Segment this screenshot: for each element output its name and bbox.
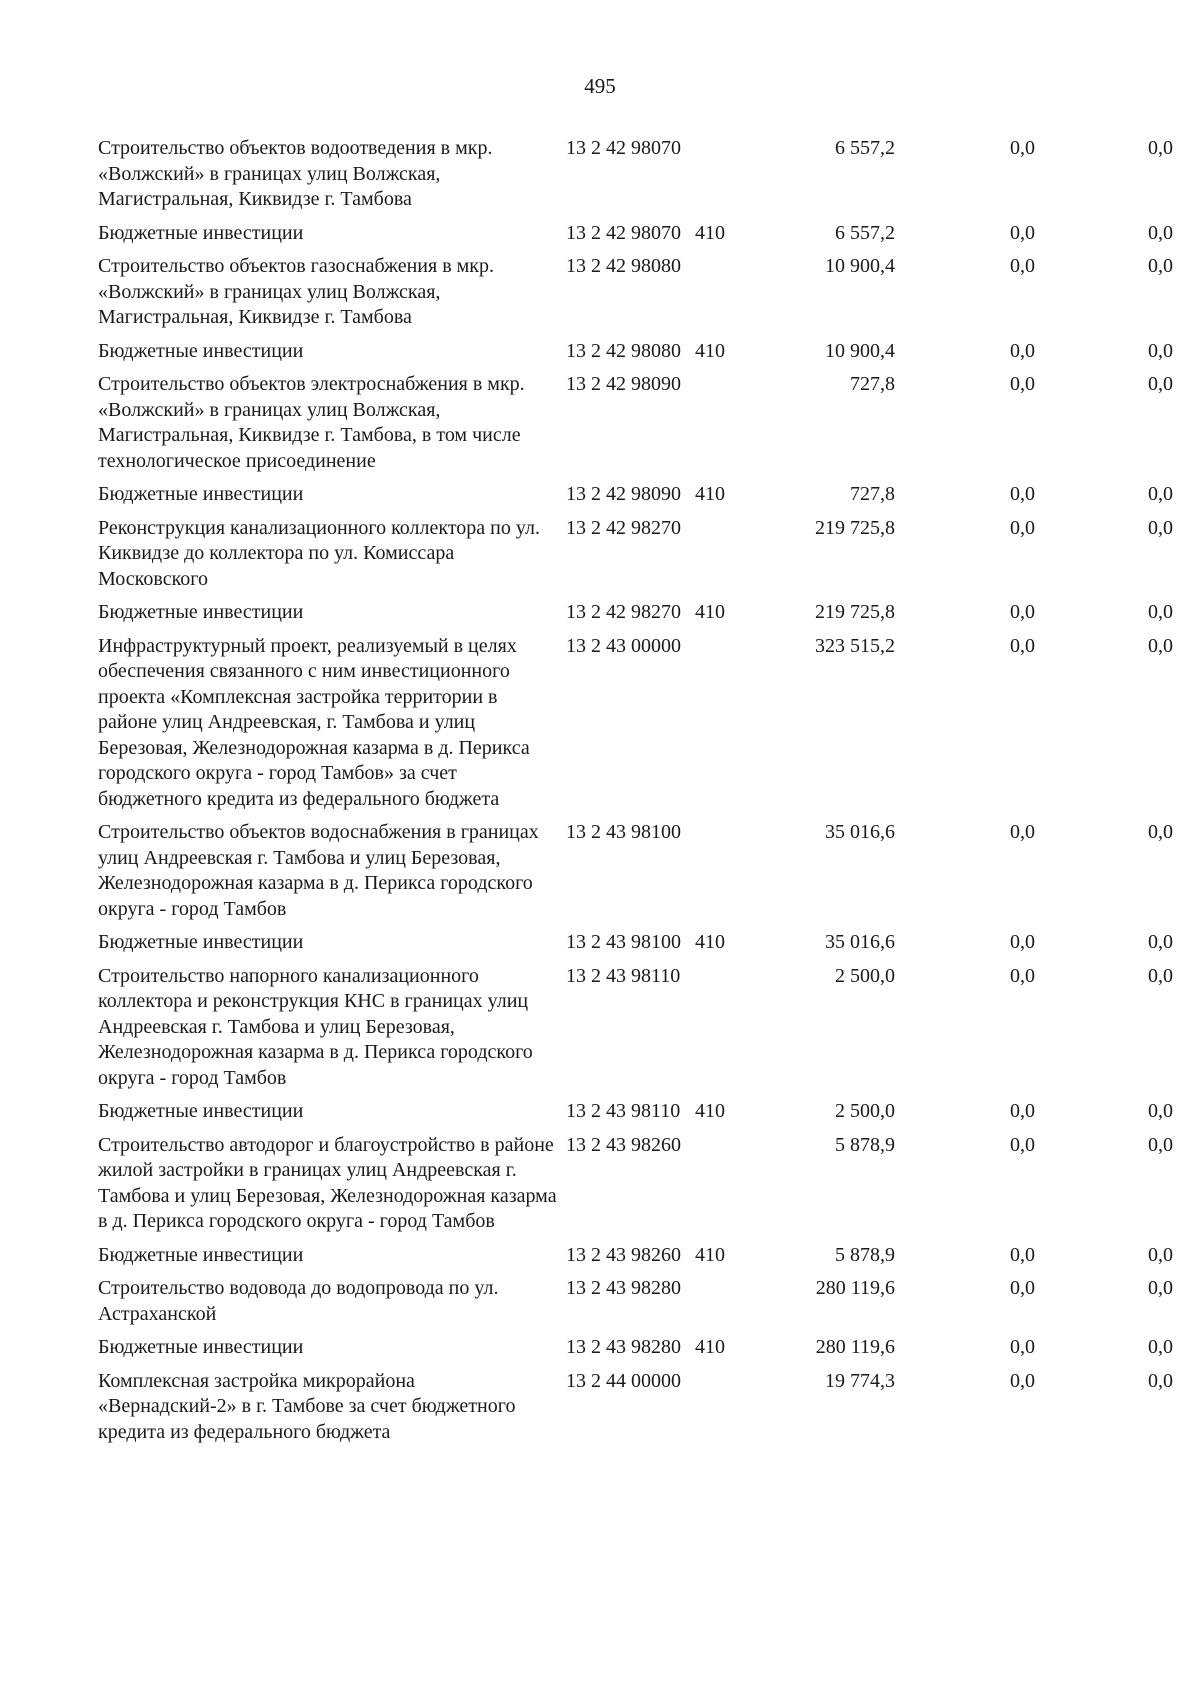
row-amount-year2: 0,0 (1010, 1133, 1035, 1156)
row-code: 13 2 42 98080 (566, 339, 681, 362)
row-code: 13 2 43 98110 (566, 1100, 681, 1122)
row-expense-type (695, 516, 759, 601)
row-amount-year1: 5 878,9 (835, 1243, 895, 1266)
row-code: 13 2 42 98090 (566, 373, 681, 395)
row-name: Бюджетные инвестиции (98, 601, 304, 623)
row-amount-year2: 0,0 (1010, 339, 1035, 362)
table-row (98, 820, 1173, 930)
row-amount-year2: 0,0 (1010, 964, 1035, 987)
table-row (98, 600, 1173, 634)
row-amount-year3: 0,0 (1148, 516, 1173, 539)
row-amount-year3: 0,0 (1148, 1243, 1173, 1266)
row-amount-year3: 0,0 (1148, 1100, 1173, 1122)
table-row (98, 254, 1173, 339)
table-row (98, 634, 1173, 821)
row-code: 13 2 43 98260 (566, 1243, 681, 1266)
row-name: Бюджетные инвестиции (98, 1100, 304, 1122)
row-name: Бюджетные инвестиции (98, 483, 304, 505)
row-name: Бюджетные инвестиции (98, 221, 304, 244)
row-amount-year3: 0,0 (1148, 1133, 1173, 1156)
row-code: 13 2 44 00000 (566, 1369, 681, 1392)
row-amount-year2: 0,0 (1010, 931, 1035, 953)
table-row (98, 136, 1173, 221)
page-number: 495 (584, 74, 616, 98)
row-name: Бюджетные инвестиции (98, 339, 304, 362)
table-body (98, 136, 1173, 1453)
row-name: Бюджетные инвестиции (98, 1243, 304, 1266)
row-amount-year2: 0,0 (1010, 601, 1035, 623)
table-row (98, 339, 1173, 373)
row-code: 13 2 43 00000 (566, 634, 681, 657)
row-name: Строительство водовода до водопровода по ул. Астраханской (98, 1277, 499, 1325)
table-row (98, 964, 1173, 1100)
row-amount-year2: 0,0 (1010, 821, 1035, 843)
row-amount-year2: 0,0 (1010, 221, 1035, 244)
row-amount-year2: 0,0 (1010, 1369, 1035, 1392)
row-expense-type (695, 136, 759, 221)
row-amount-year3: 0,0 (1148, 1336, 1173, 1358)
row-expense-type (695, 372, 759, 482)
table-row (98, 1133, 1173, 1243)
row-amount-year1: 727,8 (850, 483, 895, 505)
table-row (98, 1243, 1173, 1277)
row-code: 13 2 43 98260 (566, 1133, 681, 1156)
row-name: Строительство автодорог и благоустройство в районе жилой застройки в границах улиц Андреевская г. Тамбова и улиц Березовая, Железнодорожная казарма в д. Перикса городского округа - город Тамбов (98, 1133, 557, 1232)
row-amount-year1: 5 878,9 (835, 1133, 895, 1156)
row-expense-type (695, 634, 759, 821)
row-expense-type (695, 1276, 759, 1335)
row-name: Строительство объектов водоотведения в мкр. «Волжский» в границах улиц Волжская, Магистральная, Киквидзе г. Тамбова (98, 137, 493, 210)
row-name: Строительство объектов электроснабжения в мкр. «Волжский» в границах улиц Волжская, Магистральная, Киквидзе г. Тамбова, в том числе технологическое присоединение (98, 373, 525, 472)
row-expense-type (695, 254, 759, 339)
row-amount-year3: 0,0 (1148, 821, 1173, 843)
row-amount-year3: 0,0 (1148, 483, 1173, 505)
row-amount-year2: 0,0 (1010, 516, 1035, 539)
row-amount-year1: 2 500,0 (835, 964, 895, 987)
row-amount-year1: 35 016,6 (825, 931, 895, 953)
row-amount-year1: 6 557,2 (835, 137, 895, 159)
table-row (98, 1276, 1173, 1335)
row-amount-year1: 35 016,6 (825, 821, 895, 843)
table-row (98, 221, 1173, 255)
row-amount-year3: 0,0 (1148, 964, 1173, 987)
row-code: 13 2 42 98070 (566, 137, 681, 159)
row-amount-year1: 10 900,4 (825, 339, 895, 362)
row-amount-year1: 6 557,2 (835, 221, 895, 244)
row-code: 13 2 42 98270 (566, 601, 681, 623)
row-amount-year2: 0,0 (1010, 483, 1035, 505)
row-amount-year1: 280 119,6 (815, 1277, 895, 1299)
row-expense-type (695, 1133, 759, 1243)
row-amount-year2: 0,0 (1010, 137, 1035, 159)
row-expense-type: 410 (695, 221, 725, 244)
row-name: Бюджетные инвестиции (98, 931, 304, 953)
row-amount-year3: 0,0 (1148, 1369, 1173, 1392)
row-expense-type (695, 820, 759, 930)
row-code: 13 2 42 98270 (566, 516, 681, 539)
row-expense-type: 410 (695, 339, 725, 362)
row-name: Строительство объектов газоснабжения в мкр. «Волжский» в границах улиц Волжская, Магистральная, Киквидзе г. Тамбова (98, 255, 495, 328)
row-expense-type: 410 (695, 483, 725, 505)
row-amount-year2: 0,0 (1010, 373, 1035, 395)
row-code: 13 2 42 98090 (566, 483, 681, 505)
row-amount-year1: 323 515,2 (815, 634, 895, 657)
row-amount-year3: 0,0 (1148, 339, 1173, 362)
row-amount-year2: 0,0 (1010, 1243, 1035, 1266)
row-name: Реконструкция канализационного коллектора по ул. Киквидзе до коллектора по ул. Комиссара Московского (98, 516, 540, 590)
budget-table (98, 136, 1173, 1453)
row-name: Комплексная застройка микрорайона «Вернадский-2» в г. Тамбове за счет бюджетного кредита из федерального бюджета (98, 1369, 516, 1443)
table-row (98, 1369, 1173, 1454)
row-code: 13 2 43 98100 (566, 821, 681, 843)
table-row (98, 372, 1173, 482)
table-row (98, 1099, 1173, 1133)
row-amount-year3: 0,0 (1148, 1277, 1173, 1299)
row-amount-year1: 2 500,0 (835, 1100, 895, 1122)
row-amount-year3: 0,0 (1148, 931, 1173, 953)
row-expense-type (695, 1369, 759, 1454)
table-row (98, 1335, 1173, 1369)
row-amount-year2: 0,0 (1010, 255, 1035, 277)
row-amount-year1: 10 900,4 (825, 255, 895, 277)
row-amount-year2: 0,0 (1010, 1100, 1035, 1122)
row-amount-year1: 280 119,6 (815, 1336, 895, 1358)
row-expense-type: 410 (695, 1243, 725, 1266)
row-amount-year3: 0,0 (1148, 634, 1173, 657)
row-code: 13 2 42 98070 (566, 221, 681, 244)
row-expense-type: 410 (695, 601, 725, 623)
table-row (98, 482, 1173, 516)
row-expense-type: 410 (695, 1336, 725, 1358)
row-name: Строительство напорного канализационного коллектора и реконструкция КНС в границах улиц Андреевская г. Тамбова и улиц Березовая, Железнодорожная казарма в д. Перикса городского округа - город Тамбов (98, 964, 533, 1089)
row-amount-year3: 0,0 (1148, 221, 1173, 244)
row-amount-year1: 219 725,8 (815, 516, 895, 539)
row-name: Бюджетные инвестиции (98, 1336, 304, 1358)
table-row (98, 930, 1173, 964)
table-row (98, 516, 1173, 601)
row-expense-type: 410 (695, 1100, 725, 1122)
row-code: 13 2 43 98100 (566, 931, 681, 953)
row-amount-year2: 0,0 (1010, 1277, 1035, 1299)
row-name: Инфраструктурный проект, реализуемый в целях обеспечения связанного с ним инвестиционного проекта «Комплексная застройка территории в районе улиц Андреевская, г. Тамбова и улиц Березовая, Железнодорожная казарма в д. Перикса городского округа - город Тамбов» за счет бюджетного кредита из федерального бюджета (98, 634, 530, 810)
row-code: 13 2 43 98280 (566, 1277, 681, 1299)
row-expense-type: 410 (695, 931, 725, 953)
row-amount-year3: 0,0 (1148, 373, 1173, 395)
row-amount-year3: 0,0 (1148, 601, 1173, 623)
row-expense-type (695, 964, 759, 1100)
row-amount-year3: 0,0 (1148, 255, 1173, 277)
row-amount-year2: 0,0 (1010, 634, 1035, 657)
row-amount-year3: 0,0 (1148, 137, 1173, 159)
row-code: 13 2 43 98110 (566, 964, 681, 987)
row-amount-year1: 727,8 (850, 373, 895, 395)
row-amount-year2: 0,0 (1010, 1336, 1035, 1358)
row-amount-year1: 19 774,3 (825, 1369, 895, 1392)
row-code: 13 2 42 98080 (566, 255, 681, 277)
row-amount-year1: 219 725,8 (815, 601, 895, 623)
row-code: 13 2 43 98280 (566, 1336, 681, 1358)
row-name: Строительство объектов водоснабжения в границах улиц Андреевская г. Тамбова и улиц Березовая, Железнодорожная казарма в д. Перикса городского округа - город Тамбов (98, 821, 539, 920)
